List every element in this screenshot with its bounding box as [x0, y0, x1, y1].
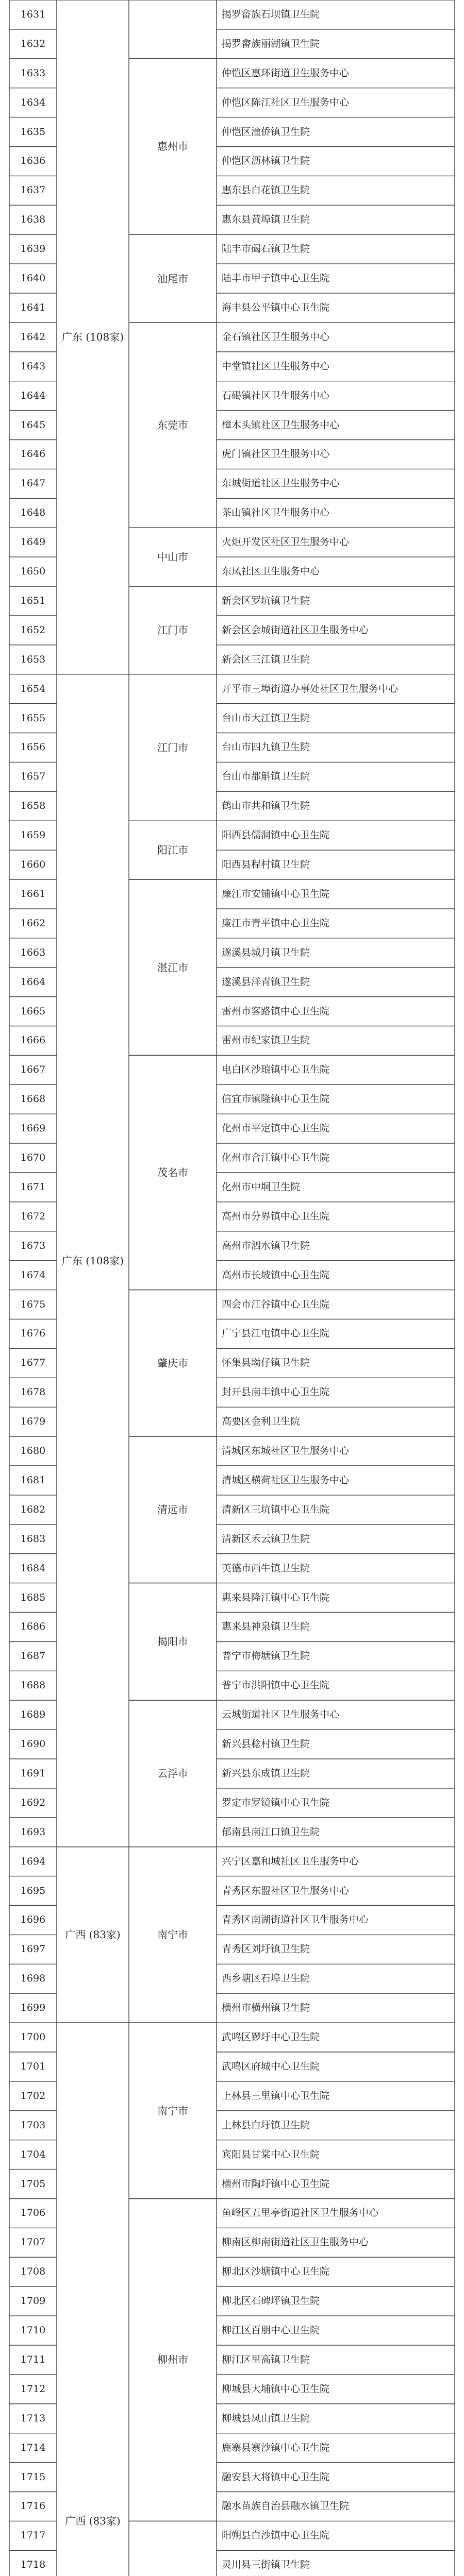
institution-name: 清新区三坑镇中心卫生院 [222, 1503, 330, 1515]
row-number: 1658 [20, 800, 46, 812]
institution-name: 揭罗畲族石坝镇卫生院 [222, 8, 320, 20]
row-number: 1680 [20, 1445, 46, 1457]
city-cell [129, 2521, 217, 2576]
row-number: 1673 [20, 1240, 46, 1251]
row-number: 1641 [20, 301, 46, 313]
row-number: 1679 [20, 1416, 46, 1428]
institution-name: 鱼峰区五里亭街道社区卫生服务中心 [222, 2207, 379, 2219]
row-number: 1635 [20, 126, 46, 138]
city-cell: 中山市 [157, 551, 188, 564]
row-number: 1642 [20, 331, 46, 343]
row-number: 1693 [20, 1826, 46, 1838]
row-number: 1634 [20, 96, 46, 108]
institution-name: 石碣镇社区卫生服务中心 [222, 389, 330, 401]
institution-name: 廉江市青平镇中心卫生院 [222, 917, 330, 929]
row-number: 1665 [20, 1005, 46, 1017]
institution-name: 宾阳县甘棠中心卫生院 [222, 2148, 320, 2160]
row-number: 1650 [20, 566, 46, 578]
institution-name: 新兴县稔村镇卫生院 [222, 1738, 310, 1750]
institution-name: 中堂镇社区卫生服务中心 [222, 360, 330, 372]
row-number: 1701 [20, 2060, 46, 2072]
institution-name: 化州市中垌卫生院 [222, 1181, 301, 1193]
city-cell: 东莞市 [157, 419, 188, 432]
institution-name: 遂溪县城月镇卫生院 [222, 946, 310, 958]
row-number: 1655 [20, 712, 46, 724]
institution-name: 陆丰市甲子镇中心卫生院 [222, 273, 330, 284]
row-number: 1637 [20, 184, 46, 196]
institution-name: 阳朔县白沙镇中心卫生院 [222, 2530, 330, 2541]
row-number: 1690 [20, 1738, 46, 1750]
institution-name: 火炬开发区社区卫生服务中心 [222, 536, 350, 548]
row-number: 1632 [20, 38, 46, 49]
institution-name: 柳江区里高镇卫生院 [222, 2353, 310, 2365]
institution-name: 廉江市安铺镇中心卫生院 [222, 888, 330, 900]
institution-name: 台山市都斛镇卫生院 [222, 771, 310, 783]
institution-name: 云城街道社区卫生服务中心 [222, 1709, 340, 1721]
row-number: 1703 [20, 2119, 46, 2131]
row-number: 1667 [20, 1064, 46, 1076]
institution-name: 普宁市洪阳镇中心卫生院 [222, 1680, 330, 1691]
row-number: 1648 [20, 507, 46, 519]
row-number: 1714 [20, 2442, 46, 2453]
row-number: 1712 [20, 2383, 46, 2395]
row-number: 1652 [20, 624, 46, 636]
row-number: 1689 [20, 1709, 46, 1721]
row-number: 1708 [20, 2266, 46, 2278]
row-number: 1651 [20, 595, 46, 606]
city-cell [129, 0, 217, 59]
row-number: 1675 [20, 1298, 46, 1310]
row-number: 1702 [20, 2090, 46, 2102]
row-number: 1696 [20, 1914, 46, 1926]
institution-name: 虎门镇社区卫生服务中心 [222, 448, 330, 460]
row-number: 1671 [20, 1181, 46, 1193]
city-cell: 江门市 [157, 624, 188, 637]
row-number: 1711 [20, 2353, 46, 2365]
row-number: 1710 [20, 2325, 46, 2336]
row-number: 1646 [20, 448, 46, 460]
row-number: 1657 [20, 771, 46, 783]
institution-name: 樟木头镇社区卫生服务中心 [222, 419, 340, 431]
city-cell: 汕尾市 [157, 272, 188, 285]
institution-name: 茶山镇社区卫生服务中心 [222, 507, 330, 519]
institution-name: 雷州市纪家镇卫生院 [222, 1035, 310, 1046]
institution-name: 高要区金利卫生院 [222, 1416, 301, 1428]
institution-name: 台山市四九镇卫生院 [222, 741, 310, 753]
institution-name: 开平市三埠街道办事处社区卫生服务中心 [222, 683, 399, 694]
institution-name: 高州市长坡镇中心卫生院 [222, 1269, 330, 1281]
row-number: 1668 [20, 1093, 46, 1105]
institution-name: 信宜市镇隆镇中心卫生院 [222, 1093, 330, 1105]
province-cell: 广西 (83家) [65, 1928, 121, 1941]
city-cell: 清远市 [157, 1503, 188, 1516]
institution-name: 金石镇社区卫生服务中心 [222, 331, 330, 343]
institution-name: 鹿寨县寨沙镇中心卫生院 [222, 2442, 330, 2453]
row-number: 1633 [20, 67, 46, 79]
institution-name: 仲恺区沥林镇卫生院 [222, 155, 310, 167]
institution-name: 东城街道社区卫生服务中心 [222, 478, 340, 489]
row-number: 1654 [20, 683, 46, 694]
province-cell: 广东 (108家) [61, 1254, 124, 1267]
row-number: 1697 [20, 1943, 46, 1955]
city-cell: 肇庆市 [157, 1357, 188, 1369]
institution-name: 青秀区东盟社区卫生服务中心 [222, 1885, 350, 1896]
row-number: 1636 [20, 155, 46, 167]
institution-name: 青秀区刘圩镇卫生院 [222, 1943, 310, 1955]
institution-name: 英德市西牛镇卫生院 [222, 1562, 310, 1574]
institution-name: 青秀区南湖街道社区卫生服务中心 [222, 1914, 369, 1926]
row-number: 1706 [20, 2207, 46, 2219]
row-number: 1649 [20, 536, 46, 548]
institution-name: 普宁市梅塘镇卫生院 [222, 1650, 310, 1662]
institution-name: 广宁县江屯镇中心卫生院 [222, 1328, 330, 1340]
institution-name: 海丰县公平镇中心卫生院 [222, 301, 330, 313]
row-number: 1640 [20, 273, 46, 284]
institution-name: 阳西县儒洞镇中心卫生院 [222, 829, 330, 841]
institution-name: 化州市合江镇中心卫生院 [222, 1152, 330, 1164]
row-number: 1639 [20, 243, 46, 255]
row-number: 1670 [20, 1152, 46, 1164]
row-number: 1682 [20, 1503, 46, 1515]
row-number: 1698 [20, 1973, 46, 1985]
institution-name: 罗定市罗镜镇中心卫生院 [222, 1797, 330, 1808]
row-number: 1687 [20, 1650, 46, 1662]
row-number: 1656 [20, 741, 46, 753]
institution-name: 柳江区百朋中心卫生院 [222, 2325, 320, 2336]
row-number: 1717 [20, 2530, 46, 2541]
city-cell: 湛江市 [157, 961, 188, 974]
city-cell: 惠州市 [157, 140, 188, 153]
institution-name: 柳北区沙塘镇中心卫生院 [222, 2266, 330, 2278]
row-number: 1694 [20, 1855, 46, 1867]
institution-name: 融安县大将镇中心卫生院 [222, 2471, 330, 2483]
institution-name: 新兴县东成镇卫生院 [222, 1767, 310, 1779]
city-cell: 阳江市 [157, 844, 188, 857]
institution-name: 仲恺区惠环街道卫生服务中心 [222, 67, 350, 79]
row-number: 1699 [20, 2002, 46, 2014]
institution-name: 武鸣区府城中心卫生院 [222, 2060, 320, 2072]
row-number: 1662 [20, 917, 46, 929]
city-cell: 揭阳市 [157, 1635, 188, 1648]
institution-name: 仲恺区潼侨镇卫生院 [222, 126, 310, 138]
institution-name: 兴宁区嘉和城社区卫生服务中心 [222, 1855, 359, 1867]
institution-name: 惠来县神泉镇卫生院 [222, 1621, 310, 1633]
province-cell: 广东 (108家) [61, 331, 124, 344]
row-number: 1686 [20, 1621, 46, 1633]
institution-name: 怀集县坳仔镇卫生院 [222, 1357, 310, 1369]
row-number: 1691 [20, 1767, 46, 1779]
institution-name: 台山市大江镇卫生院 [222, 712, 310, 724]
institution-name: 遂溪县洋青镇卫生院 [222, 976, 310, 988]
row-number: 1681 [20, 1474, 46, 1486]
city-cell: 柳州市 [157, 2353, 188, 2366]
institution-name: 柳北区石碑坪镇卫生院 [222, 2295, 320, 2307]
row-number: 1695 [20, 1885, 46, 1896]
row-number: 1709 [20, 2295, 46, 2307]
row-number: 1688 [20, 1680, 46, 1691]
institution-name: 高州市分界镇中心卫生院 [222, 1210, 330, 1222]
city-cell: 云浮市 [157, 1767, 188, 1780]
row-number: 1684 [20, 1562, 46, 1574]
row-number: 1692 [20, 1797, 46, 1808]
city-cell: 江门市 [157, 741, 188, 754]
institution-name: 仲恺区陈江社区卫生服务中心 [222, 96, 350, 108]
row-number: 1664 [20, 976, 46, 988]
row-number: 1666 [20, 1035, 46, 1046]
row-number: 1638 [20, 214, 46, 226]
institution-name: 惠东县黄埠镇卫生院 [222, 214, 310, 226]
city-cell: 南宁市 [157, 2104, 188, 2117]
row-number: 1683 [20, 1533, 46, 1545]
institution-name: 融水苗族自治县融水镇卫生院 [222, 2500, 350, 2512]
institution-name: 新会区三江镇卫生院 [222, 653, 310, 665]
row-number: 1631 [20, 8, 46, 20]
institution-name: 惠来县隆江镇中心卫生院 [222, 1591, 330, 1603]
institution-name: 化州市平定镇中心卫生院 [222, 1123, 330, 1134]
row-number: 1677 [20, 1357, 46, 1369]
institution-name: 四会市江谷镇中心卫生院 [222, 1298, 330, 1310]
institution-name: 新会区会城街道社区卫生服务中心 [222, 624, 369, 636]
institution-name: 电白区沙琅镇中心卫生院 [222, 1064, 330, 1076]
province-cell: 广西 (83家) [65, 2515, 121, 2528]
row-number: 1661 [20, 888, 46, 900]
row-number: 1643 [20, 360, 46, 372]
row-number: 1674 [20, 1269, 46, 1281]
city-cell: 南宁市 [157, 1928, 188, 1941]
row-number: 1713 [20, 2412, 46, 2424]
row-number: 1716 [20, 2500, 46, 2512]
institution-name: 东凤社区卫生服务中心 [222, 566, 320, 578]
institution-name: 上林县三里镇中心卫生院 [222, 2090, 330, 2102]
institution-name: 横州市陶圩镇中心卫生院 [222, 2178, 330, 2190]
institution-name: 清城区东城社区卫生服务中心 [222, 1445, 350, 1457]
row-number: 1700 [20, 2031, 46, 2043]
institution-name: 横州市横州镇卫生院 [222, 2002, 310, 2014]
row-number: 1707 [20, 2236, 46, 2248]
institution-name: 雷州市客路镇中心卫生院 [222, 1005, 330, 1017]
row-number: 1645 [20, 419, 46, 431]
institution-name: 揭罗畲族丽湖镇卫生院 [222, 38, 320, 49]
institution-name: 柳南区柳南街道社区卫生服务中心 [222, 2236, 369, 2248]
row-number: 1669 [20, 1123, 46, 1134]
row-number: 1704 [20, 2148, 46, 2160]
row-number: 1660 [20, 859, 46, 871]
institution-name: 郁南县南江口镇卫生院 [222, 1826, 320, 1838]
city-cell: 茂名市 [157, 1166, 188, 1179]
institution-name: 鹤山市共和镇卫生院 [222, 800, 310, 812]
row-number: 1653 [20, 653, 46, 665]
row-number: 1676 [20, 1328, 46, 1340]
row-number: 1672 [20, 1210, 46, 1222]
institution-name: 柳城县凤山镇卫生院 [222, 2412, 310, 2424]
institution-name: 柳城县大埔镇中心卫生院 [222, 2383, 330, 2395]
institution-name: 高州市泗水镇卫生院 [222, 1240, 310, 1251]
institution-name: 陆丰市碣石镇卫生院 [222, 243, 310, 255]
institution-name: 新会区罗坑镇卫生院 [222, 595, 310, 606]
institution-name: 灵川县三街镇卫生院 [222, 2559, 310, 2571]
row-number: 1678 [20, 1386, 46, 1398]
row-number: 1705 [20, 2178, 46, 2190]
row-number: 1715 [20, 2471, 46, 2483]
institution-name: 清新区禾云镇卫生院 [222, 1533, 310, 1545]
institution-name: 武鸣区锣圩中心卫生院 [222, 2031, 320, 2043]
institution-name: 阳西县程村镇卫生院 [222, 859, 310, 871]
row-number: 1685 [20, 1591, 46, 1603]
institution-name: 上林县白圩镇卫生院 [222, 2119, 310, 2131]
row-number: 1663 [20, 946, 46, 958]
institution-name: 封开县南丰镇中心卫生院 [222, 1386, 330, 1398]
row-number: 1659 [20, 829, 46, 841]
row-number: 1718 [20, 2559, 46, 2571]
row-number: 1644 [20, 389, 46, 401]
institution-name: 西乡塘区石埠卫生院 [222, 1973, 310, 1985]
institution-name: 清城区横荷社区卫生服务中心 [222, 1474, 350, 1486]
row-number: 1647 [20, 478, 46, 489]
institution-name: 惠东县白花镇卫生院 [222, 184, 310, 196]
